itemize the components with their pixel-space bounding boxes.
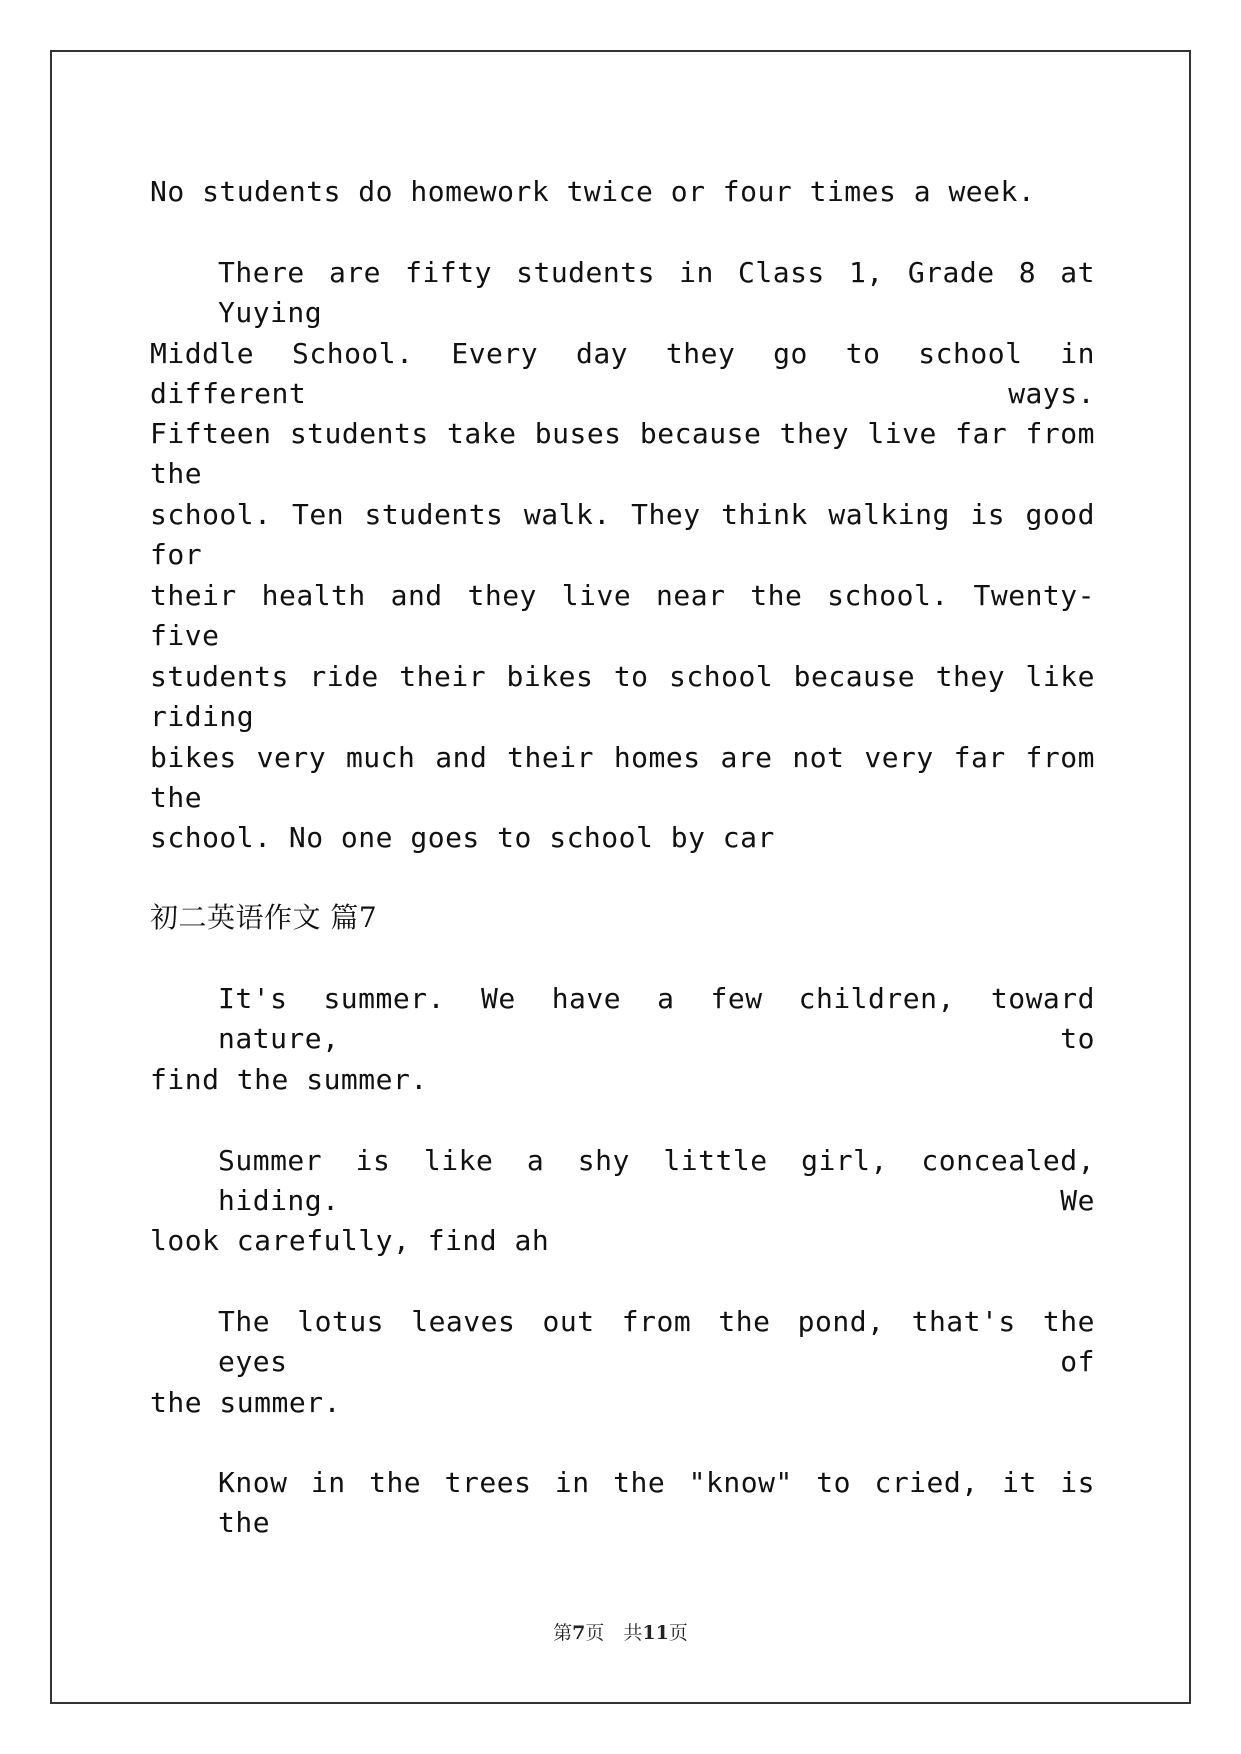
text-line: bikes very much and their homes are not very far from the [150, 741, 1095, 814]
section-heading: 初二英语作文 篇7 [150, 901, 378, 934]
paragraph-first-line: The lotus leaves out from the pond, that's the eyes of [218, 1305, 1095, 1378]
text-line: students ride their bikes to school because they like riding [150, 660, 1095, 733]
paragraph-first-line: There are fifty students in Class 1, Grade 8 at Yuying [218, 256, 1095, 329]
text-line: the summer. [150, 1386, 341, 1419]
total-page-number: 11 [642, 1622, 669, 1644]
paragraph-first-line: Summer is like a shy little girl, concealed, hiding. We [218, 1144, 1095, 1217]
footer-suffix: 页 [668, 1622, 688, 1644]
text-line: No students do homework twice or four times a week. [150, 175, 1036, 208]
text-line: look carefully, find ah [150, 1224, 550, 1257]
text-line: Fifteen students take buses because they live far from the [150, 417, 1095, 490]
footer-prefix: 第 [553, 1622, 573, 1644]
text-line: Middle School. Every day they go to school in different ways. [150, 337, 1095, 410]
text-line: their health and they live near the school. Twenty-five [150, 579, 1095, 652]
paragraph-first-line: It's summer. We have a few children, toward nature, to [218, 982, 1095, 1055]
text-line: school. Ten students walk. They think walking is good for [150, 498, 1095, 571]
paragraph-first-line: Know in the trees in the "know" to cried, it is the [218, 1466, 1095, 1539]
page-number-footer [0, 1620, 1241, 1646]
text-line: school. No one goes to school by car [150, 821, 775, 854]
text-line: find the summer. [150, 1063, 428, 1096]
current-page-number: 7 [572, 1622, 586, 1644]
footer-mid: 页 共 [585, 1622, 643, 1644]
